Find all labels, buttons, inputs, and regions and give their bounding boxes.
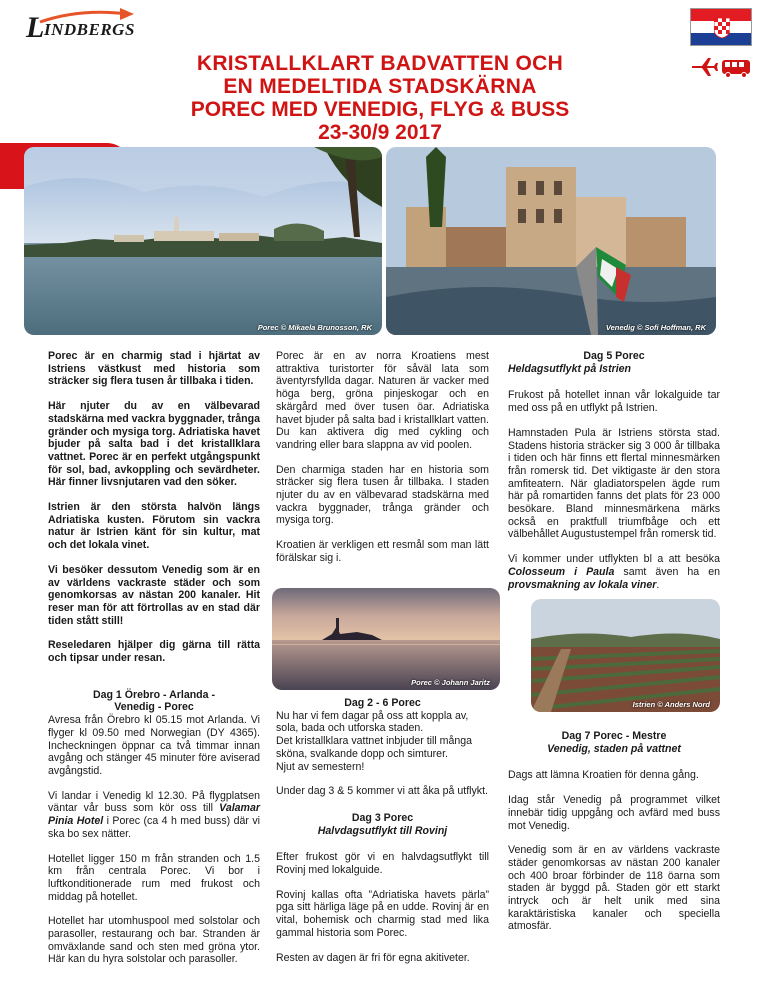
day2-paragraph-2: Det kristallklara vattnet inbjuder till många sköna, svalkande dopp och simturer. [276,735,473,760]
day3-heading: Dag 3 Porec [351,811,414,824]
intro-paragraph-4: Vi besöker dessutom Venedig som är en av världens vackraste städer och som genomkorsas av nästan 200 kanaler. Hit reser man för att förtrollas av en stad där tiden stått still! [48,563,260,627]
day1-paragraph-2: Vi landar i Venedig kl 12.30. På flygplatsen väntar vår buss som kör oss till Valamar Pinia Hotel i Porec (ca 4 h med buss) där vi ska bo sex nätter. [48,789,260,840]
photo-credit-sunset: Porec © Johann Jaritz [411,678,490,687]
venice-photo [386,147,716,335]
photo-credit-porec: Porec © Mikaela Brunosson, RK [257,323,372,332]
col2-paragraph-3: Kroatien är verkligen ett resmål som man lätt förälskar sig i. [276,539,489,564]
day7-paragraph-3: Venedig som är en av världens vackraste städer genomkorsas av nästan 200 kanaler och 400 broar förbinder de 118 öarna som staden är byggd på. Staden gör ett starkt intryck och är helt unik med sina karaktäristiska kanaler och speciella atmosfär. [508,844,720,933]
day5-paragraph-1: Frukost på hotellet innan vår lokalguide tar med oss på en utflykt på Istrien. [508,389,720,415]
title-line-1: KRISTALLKLART BADVATTEN OCH [196,52,564,75]
day1-paragraph-4: Hotellet har utomhuspool med solstolar och parasoller, restaurang och bar. Stranden är omväxlande sand och sten med gröna ytor. Här kan du hyra solstolar och parasoller. [48,915,260,966]
day5-subheading: Heldagsutflykt på Istrien [508,362,632,375]
day7-subheading: Venedig, staden på vattnet [547,742,681,755]
day3-paragraph-1: Efter frukost gör vi en halvdagsutflykt till Rovinj med lokalguide. [276,851,489,877]
plane-bus-icon [690,54,752,80]
day3-paragraph-3: Resten av dagen är fri för egna akitiveter. [276,951,470,964]
day1-heading: Dag 1 Örebro - Arlanda - Venedig - Porec [92,688,216,714]
day1-paragraph-1: Avresa från Örebro kl 05.15 mot Arlanda. Vi flyger kl 09.50 med Norwegian (DY 4365). Incheckningen öppnar ca två timmar innan avgång och stänger 45 minuter före aviserad avgångstid. [48,714,260,777]
title-line-3: POREC MED VENEDIG, FLYG & BUSS [190,98,570,122]
day2-paragraph-4: Under dag 3 & 5 kommer vi att åka på utflykt. [276,785,488,798]
intro-paragraph-2: Här njuter du av en välbevarad stadskärna med vackra byggnader, trånga gränder och mysiga torg. Adriatiska havet bjuder på salta bad i det kristallklara vattnet. Porec är en perfekt utgångspunkt för sol, bad, avkoppling och sevärdheter. Här finner livsnjutaren vad den söker. [48,400,260,489]
day3-subheading: Halvdagsutflykt till Rovinj [317,824,448,837]
photo-credit-venedig: Venedig © Sofi Hoffman, RK [605,323,706,332]
lindbergs-logo [10,6,140,46]
porec-photo [24,147,382,335]
day5-heading: Dag 5 Porec [583,350,645,362]
day7-paragraph-1: Dags att lämna Kroatien för denna gång. [508,769,699,782]
sunset-photo [272,588,500,690]
intro-paragraph-3: Istrien är den största halvön längs Adriatiska kusten. Förutom sin vackra natur är Istrien känt för sin kultur, mat och det lokala vinet. [48,501,260,552]
day2-paragraph-1: Nu har vi fem dagar på oss att koppla av, sola, bada och utforska staden. [276,709,469,735]
day5-paragraph-2: Hamnstaden Pula är Istriens största stad. Stadens historia sträcker sig 3 000 år tillbaka i tiden och här finns ett flertal minnesmärken från romersk tid. Det viktigaste är den stora amfiteatern. När gladiatorspelen ägde rum här på romartiden fanns det plats för 23 000 besökare. Bland minnesmärkena märks också en praktfull triumfbåge och ett välbehållet Augustustempel från romersk tid. [508,426,720,541]
intro-paragraph-1: Porec är en charmig stad i hjärtat av Istriens västkust med historia som sträcker sig flera tusen år tillbaka i tiden. [48,350,260,388]
day7-paragraph-2: Idag står Venedig på programmet vilket innebär tidig uppgång och avfärd med buss mot Venedig. [508,794,720,832]
col2-paragraph-1: Porec är en av norra Kroatiens mest attraktiva turistorter för såväl lata som äventyrsfyllda dagar. Naturen är vacker med höga berg, gröna pinjeskogar och en skärgård med över tusen öar. Adriatiska havet bjuder på salta bad i kristallklart vatten. Du kan aktivera dig med cykling och vandring eller bara slappna av vid poolen. [276,350,489,451]
photo-credit-vineyard: Istrien © Anders Nord [632,700,710,709]
col2-paragraph-2: Den charmiga staden har en historia som sträcker sig flera tusen år tillbaka. I staden njuter du av en välbevarad stadskärna med vackra byggnader, trånga gränder och mysiga torg. [276,463,489,527]
day5-paragraph-3: Vi kommer under utflykten bl a att besöka Colosseum i Paula samt även ha en provsmakning av lokala viner. [508,553,720,591]
croatia-flag-icon [690,8,752,46]
column-1 [48,350,260,978]
day2-paragraph-3: Njut av semestern! [276,760,365,773]
day2-heading: Dag 2 - 6 Porec [344,697,421,709]
day7-heading: Dag 7 Porec - Mestre [561,730,667,742]
column-3-lower [508,730,720,945]
title-line-4: 23-30/9 2017 [318,121,442,145]
page-title [140,52,620,144]
day3-paragraph-2: Rovinj kallas ofta ”Adriatiska havets pärla” pga sitt härliga läge på en udde. Rovinj är en vital, bohemisk och charmig stad med lika gammal historia som Porec. [276,888,489,939]
title-line-2: EN MEDELTIDA STADSKÄRNA [223,75,537,99]
column-2-lower [276,697,489,976]
intro-paragraph-5: Reseledaren hjälper dig gärna till rätta och tipsar under resan. [48,639,260,665]
column-3 [508,350,720,603]
vineyard-photo [531,599,720,712]
day1-paragraph-3: Hotellet ligger 150 m från stranden och 1.5 km från centrala Porec. Vi bor i luftkonditionerade rum med frukost och middag på hotellet. [48,852,260,903]
logo-text: L INDBERGS [26,11,135,44]
column-2 [276,350,489,577]
